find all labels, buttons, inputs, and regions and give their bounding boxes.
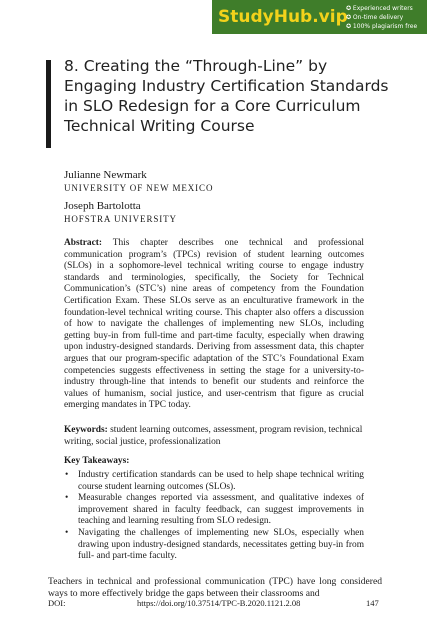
banner-brand[interactable]: StudyHub.vip [218, 7, 348, 27]
keywords-text: student learning outcomes, assessment, program revision, technical writing, social justice, professionalization [64, 425, 363, 447]
key-takeaways-heading: Key Takeaways: [64, 456, 130, 466]
list-item: • Industry certification standards can be used to help shape technical writing course student learning outcomes (SLOs). [65, 470, 364, 492]
ad-banner[interactable] [212, 0, 427, 34]
banner-feature: ✪ Experienced writers [346, 4, 413, 12]
author-name: Joseph Bartolotta [64, 200, 141, 212]
key-takeaways-list [64, 470, 364, 563]
author-affiliation: UNIVERSITY OF NEW MEXICO [64, 183, 214, 193]
title-accent-bar [46, 60, 51, 148]
page-number: 147 [366, 598, 379, 608]
doi-link[interactable]: https://doi.org/10.37514/TPC-B.2020.1121.2.08 [137, 598, 301, 608]
banner-features [346, 4, 417, 31]
list-item: • Measurable changes reported via assessment, and qualitative indexes of improvement shared in faculty feedback, can suggest improvements in teaching and learning resulting from SLO redesign. [65, 493, 364, 527]
abstract [64, 238, 364, 412]
bullet-icon: • [65, 470, 69, 480]
keywords-label: Keywords: [64, 425, 108, 435]
author-affiliation: HOFSTRA UNIVERSITY [64, 214, 177, 224]
body-paragraph: Teachers in technical and professional communication (TPC) have long considered ways to more effectively bridge the gaps between their classrooms and [48, 576, 382, 599]
bullet-icon: • [65, 493, 69, 504]
bullet-icon: • [65, 527, 69, 538]
list-item: • Navigating the challenges of implementing new SLOs, especially when drawing upon industry-designed standards, necessitates getting buy-in from full- and part-time faculty. [65, 527, 364, 562]
author-name: Julianne Newmark [64, 169, 147, 181]
banner-feature: ✪ 100% plagiarism free [346, 22, 418, 30]
abstract-text: This chapter describes one technical and professional communication program’s (TPCs) revision of student learning outcomes (SLOs) in a sophomore-level technical writing course to engage industry standards and terminologies, specifically, the Society for Technical Communication’s (STC’s) nine areas of competency from the Foundation Certification Exam. These SLOs serve as an enculturative framework in the foundation-level technical writing course. This chapter also offers a discussion of how to navigate the challenges of implementing new SLOs, including getting buy-in from full-time and part-time faculty, especially when drawing upon industry-designed standards. Deriving from assessment data, this chapter argues that our program-specific adaptation of the STC’s Foundational Exam competencies suggests effectiveness in setting the stage for a university-to-industry through-line that intends to benefit our students and reinforce the values of humanism, social justice, and user-centrism that figure as crucial emerging mandates in TPC today. [64, 238, 364, 411]
banner-feature: ✪ On-time delivery [346, 13, 404, 21]
doi-label: DOI: [48, 598, 66, 608]
chapter-title: 8. Creating the “Through-Line” by Engaging Industry Certification Standards in SLO Redesign for a Core Curriculum Technical Writing Course [64, 57, 389, 135]
abstract-label: Abstract: [64, 238, 103, 248]
keywords [64, 425, 364, 448]
